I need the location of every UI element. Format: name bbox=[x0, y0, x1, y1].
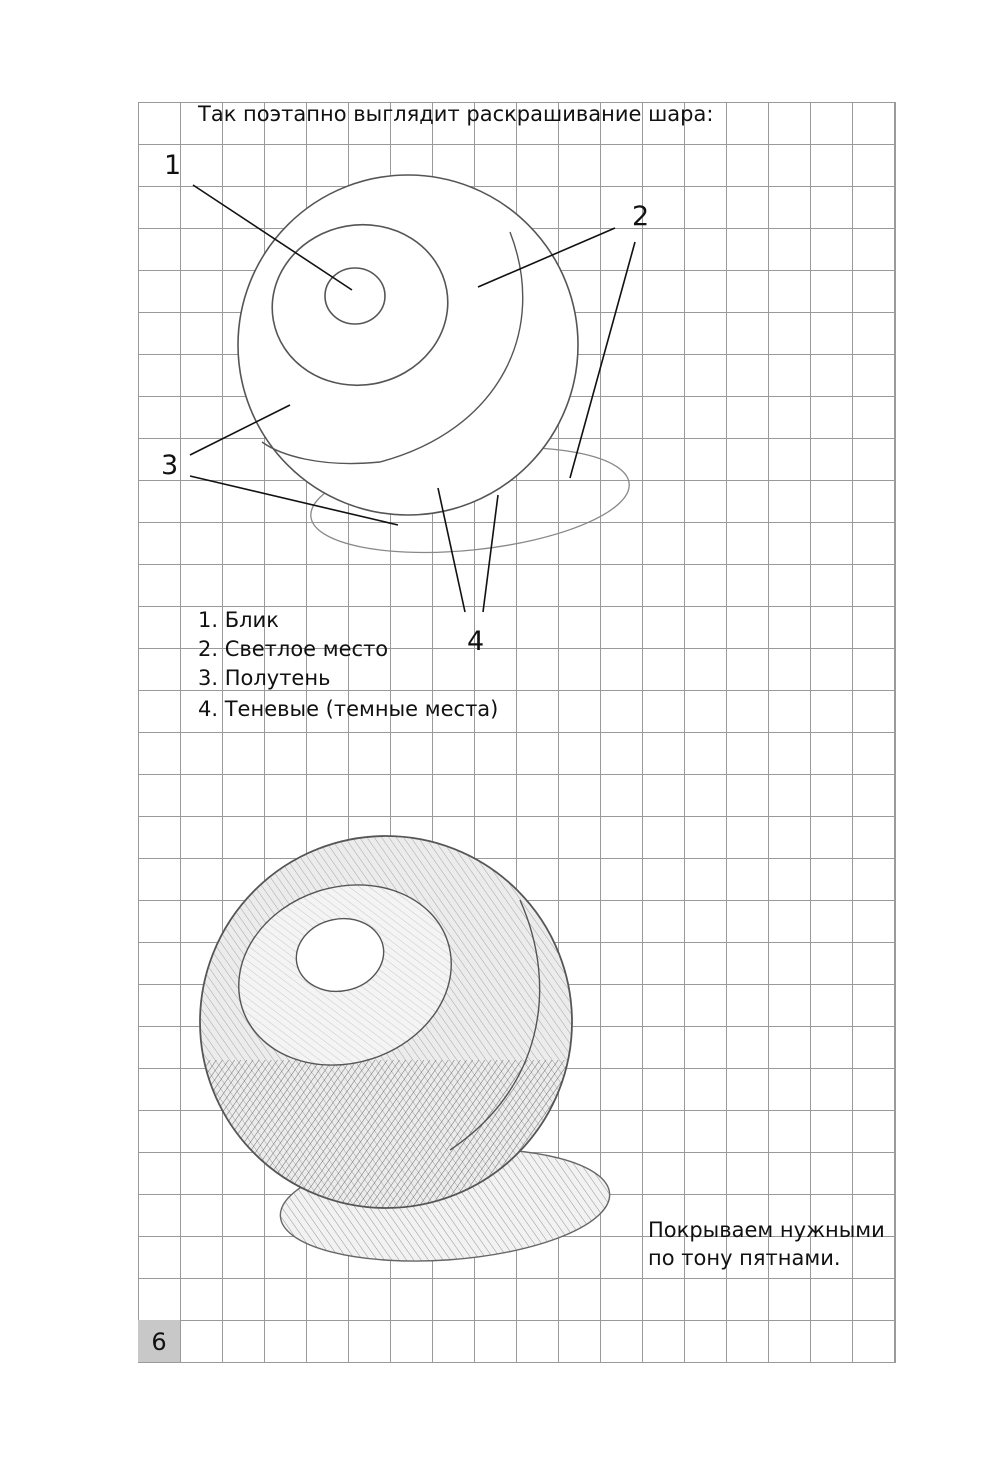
leader-line-4b bbox=[483, 495, 498, 612]
legend-item-light-area: 2. Светлое место bbox=[198, 637, 389, 661]
marker-4: 4 bbox=[467, 626, 485, 657]
caption-line-1: Покрываем нужными bbox=[648, 1218, 885, 1242]
leader-line-2b bbox=[570, 242, 635, 478]
page-number: 6 bbox=[151, 1328, 167, 1356]
marker-3: 3 bbox=[161, 450, 179, 481]
sphere-shaded-drawing bbox=[190, 830, 620, 1271]
sphere-outline-drawing bbox=[238, 175, 634, 566]
page-number-box bbox=[138, 1320, 181, 1362]
page-heading: Так поэтапно выглядит раскрашивание шара: bbox=[198, 102, 714, 126]
legend-item-shadow: 4. Теневые (темные места) bbox=[198, 697, 499, 721]
caption-line-2: по тону пятнами. bbox=[648, 1246, 841, 1270]
legend-item-penumbra: 3. Полутень bbox=[198, 666, 331, 690]
marker-2: 2 bbox=[632, 201, 650, 232]
marker-1: 1 bbox=[164, 150, 182, 181]
sphere-outline bbox=[238, 175, 578, 515]
legend-item-highlight: 1. Блик bbox=[198, 608, 279, 632]
